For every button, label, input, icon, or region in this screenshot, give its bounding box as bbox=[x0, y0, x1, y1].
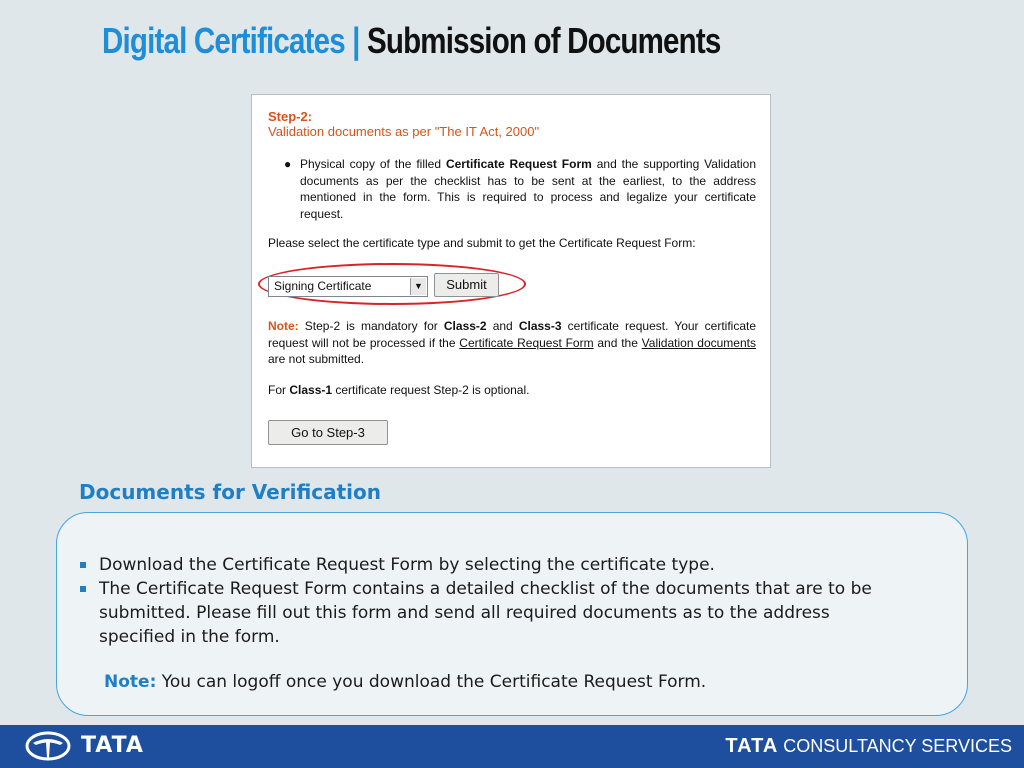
step2-note bbox=[268, 318, 756, 368]
certificate-request-form-link[interactable]: Certificate Request Form bbox=[459, 335, 594, 350]
class1-note bbox=[268, 383, 529, 397]
class1-text-2: certificate request Step-2 is optional. bbox=[332, 383, 530, 397]
section-heading: Documents for Verification bbox=[79, 480, 382, 504]
note-text-4: and the bbox=[593, 335, 642, 350]
footer-bar bbox=[0, 725, 1024, 768]
note-text-5: are not submitted. bbox=[268, 352, 365, 366]
info-item bbox=[77, 553, 947, 577]
info-note-text: You can logoff once you download the Certificate Request Form. bbox=[156, 672, 707, 692]
tata-logo-left: TATA bbox=[81, 733, 144, 758]
select-value: Signing Certificate bbox=[274, 279, 372, 293]
note-text-3: certificate request. Your certificate request will not be processed if the bbox=[268, 319, 756, 350]
submit-button[interactable]: Submit bbox=[434, 273, 499, 297]
tcs-logo-bold: TATA bbox=[725, 735, 779, 757]
certificate-type-select[interactable] bbox=[268, 276, 428, 297]
bullet-text-bold: Certificate Request Form bbox=[445, 157, 592, 171]
note-text-1: Step-2 is mandatory for bbox=[298, 319, 444, 333]
info-list bbox=[77, 553, 947, 649]
class1-bold: Class-1 bbox=[289, 383, 333, 397]
form-screenshot bbox=[251, 94, 771, 468]
square-bullet-icon bbox=[80, 562, 86, 568]
step-subtitle: Validation documents as per "The IT Act, 2000" bbox=[268, 124, 540, 139]
validation-documents-link[interactable]: Validation documents bbox=[641, 335, 756, 350]
note-class2: Class-2 bbox=[443, 319, 487, 333]
bullet-dot-icon: ● bbox=[284, 157, 292, 171]
tata-emblem-icon bbox=[25, 731, 71, 761]
instruction-bullet bbox=[300, 156, 756, 222]
bullet-text-2: and the supporting Validation documents as per the checklist has to be sent at the earliest, to the address mentioned in the form. This is required to process and legalize your certificate request. bbox=[300, 157, 757, 221]
info-box bbox=[56, 512, 968, 716]
bullet-text-1: Physical copy of the filled bbox=[300, 157, 446, 171]
go-to-step3-button[interactable]: Go to Step-3 bbox=[268, 420, 388, 445]
title-part2: Submission of Documents bbox=[367, 20, 721, 61]
tcs-logo-text: CONSULTANCY SERVICES bbox=[783, 736, 1012, 756]
square-bullet-icon bbox=[80, 586, 86, 592]
note-label: Note: bbox=[268, 319, 299, 333]
class1-text-1: For bbox=[268, 383, 290, 397]
info-note bbox=[104, 672, 706, 692]
title-part1: Digital Certificates | bbox=[102, 20, 360, 61]
dropdown-arrow-icon[interactable]: ▼ bbox=[410, 278, 426, 295]
info-item bbox=[77, 577, 947, 649]
info-item-text: Download the Certificate Request Form by selecting the certificate type. bbox=[99, 555, 715, 575]
select-prompt: Please select the certificate type and submit to get the Certificate Request Form: bbox=[268, 236, 696, 250]
info-item-text: The Certificate Request Form contains a detailed checklist of the documents that are to be submitted. Please fill out this form and send all required documents as to the address specified in the form. bbox=[99, 579, 872, 647]
note-class3: Class-3 bbox=[518, 319, 562, 333]
info-note-label: Note: bbox=[104, 672, 157, 692]
step-title: Step-2: bbox=[268, 109, 313, 124]
tcs-logo bbox=[725, 735, 1012, 758]
slide-title bbox=[102, 20, 720, 62]
note-text-2: and bbox=[486, 319, 519, 333]
